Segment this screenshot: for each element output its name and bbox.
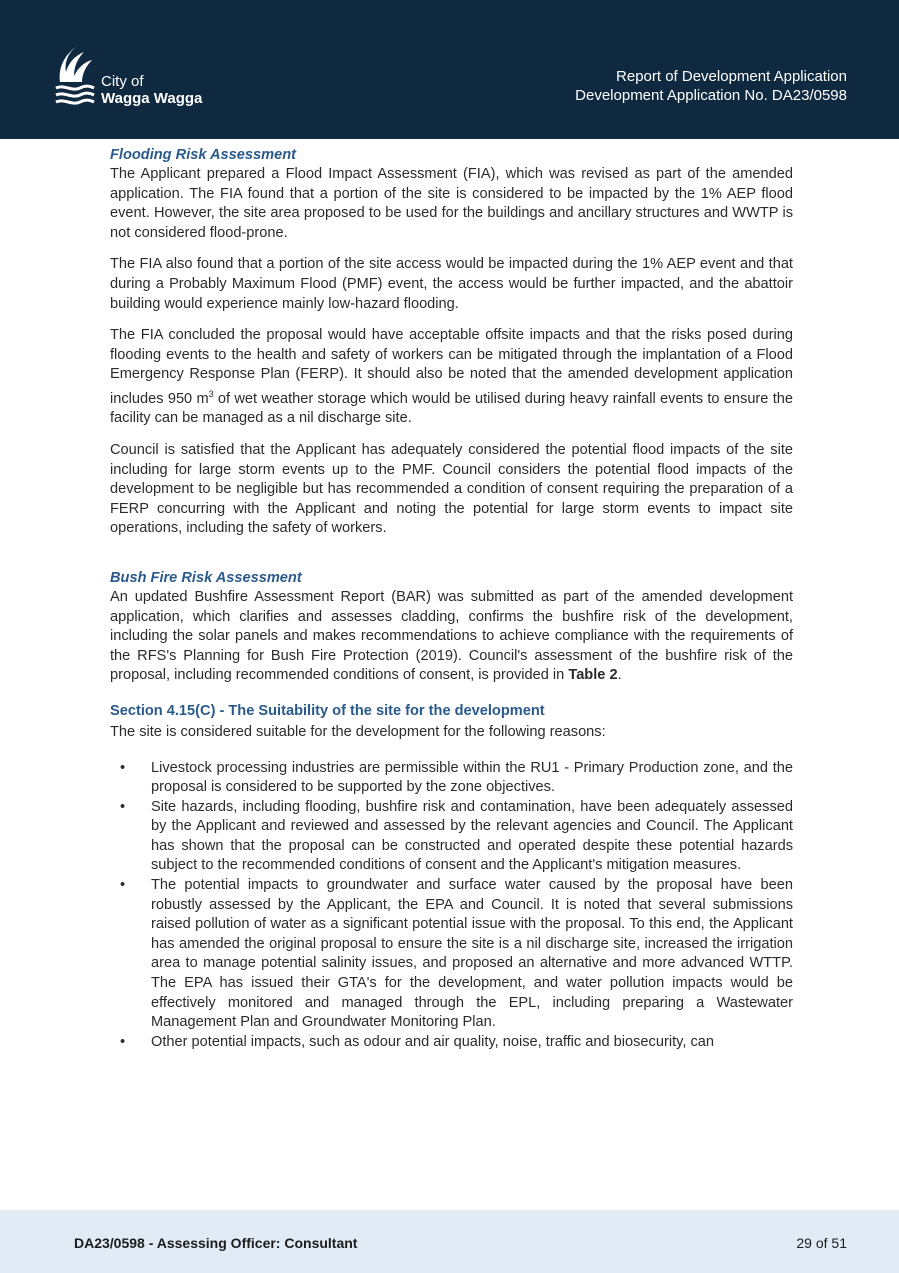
flooding-paragraph-1: The Applicant prepared a Flood Impact Assessment (FIA), which was revised as part of the amended application. The FIA found that a portion of the site is considered to be impacted by the 1% AEP flood event. However, the site area proposed to be used for the buildings and ancillary structures and WWTP is not considered flood-prone. [110, 166, 793, 241]
suitability-heading: Section 4.15(C) - The Suitability of the site for the development [110, 702, 545, 719]
page-footer [0, 1210, 899, 1273]
flooding-paragraph-4: Council is satisfied that the Applicant has adequately considered the potential flood impacts of the site including for large storm events up to the PMF. Council considers the potential flood impacts of the development to be negligible but has recommended a condition of consent requiring the preparation of a FERP concurring with the Applicant and noting the potential for large storm events to impact site operations, including the safety of workers. [110, 441, 793, 537]
superscript-3: 3 [208, 388, 214, 399]
table-reference: Table 2 [568, 667, 618, 684]
logo-text [101, 73, 202, 107]
bushfire-paragraph [110, 588, 793, 686]
footer-reference: DA23/0598 - Assessing Officer: Consultant [74, 1235, 358, 1251]
bushfire-heading: Bush Fire Risk Assessment [110, 569, 302, 586]
flooding-paragraph-2: The FIA also found that a portion of the site access would be impacted during the 1% AEP event and that during a Probably Maximum Flood (PMF) event, the access would be further impacted, and the abattoir building would experience mainly low-hazard flooding. [110, 256, 793, 312]
bushfire-text-end: . [617, 667, 622, 684]
list-item: • Site hazards, including flooding, bushfire risk and contamination, have been adequately assessed by the Applicant and reviewed and assessed by the relevant agencies and Council. The Applicant has shown that the proposal can be constructed and operated despite these potential hazards subject to the recommended conditions of consent and the Applicant's mitigation measures. [110, 798, 793, 876]
flooding-paragraph-3 [110, 326, 793, 429]
list-item: • Other potential impacts, such as odour and air quality, noise, traffic and biosecurity, can [110, 1033, 793, 1053]
logo-line-2: Wagga Wagga [101, 90, 203, 107]
list-item: • The potential impacts to groundwater and surface water caused by the proposal have been robustly assessed by the Applicant, the EPA and Council. It is noted that several submissions raised pollution of water as a significant potential issue with the proposal. To this end, the Applicant has amended the original proposal to ensure the site is a nil discharge site, increased the irrigation area to manage potential salinity issues, and proposed an alternative and more advanced WTTP. The EPA has issued their GTA's for the development, and water pollution impacts would be effectively monitored and managed through the EPL, including preparing a Wastewater Management Plan and Groundwater Monitoring Plan. [110, 876, 793, 1033]
report-title-line-1: Report of Development Application [616, 68, 847, 85]
city-logo-icon [50, 42, 98, 106]
page-header [0, 0, 899, 139]
bushfire-text: An updated Bushfire Assessment Report (BAR) was submitted as part of the amended development application, which clarifies and assesses cladding, confirms the bushfire risk of the development, including the solar panels and makes recommendations to achieve compliance with the requirements of the RFS's Planning for Bush Fire Protection (2019). Council's assessment of the bushfire risk of the proposal, including recommended conditions of consent, is provided in [110, 588, 793, 684]
page-content [110, 146, 793, 1052]
suitability-list [110, 759, 793, 1053]
report-title-line-2: Development Application No. DA23/0598 [575, 87, 847, 104]
flooding-p3-text-end: of wet weather storage which would be utilised during heavy rainfall events to ensure the facility can be managed as a nil discharge site. [110, 390, 793, 427]
list-item: • Livestock processing industries are permissible within the RU1 - Primary Production zone, and the proposal is considered to be supported by the zone objectives. [110, 759, 793, 798]
flooding-p3-text: The FIA concluded the proposal would have acceptable offsite impacts and that the risks posed during flooding events to the health and safety of workers can be mitigated through the implantation of a Flood Emergency Response Plan (FERP). It should also be noted that the amended development application includes 950 m [110, 327, 793, 407]
flooding-heading: Flooding Risk Assessment [110, 147, 296, 163]
page-number: 29 of 51 [796, 1235, 847, 1251]
logo-line-1: City of [101, 73, 144, 90]
report-title [575, 67, 847, 105]
suitability-intro: The site is considered suitable for the development for the following reasons: [110, 723, 606, 740]
